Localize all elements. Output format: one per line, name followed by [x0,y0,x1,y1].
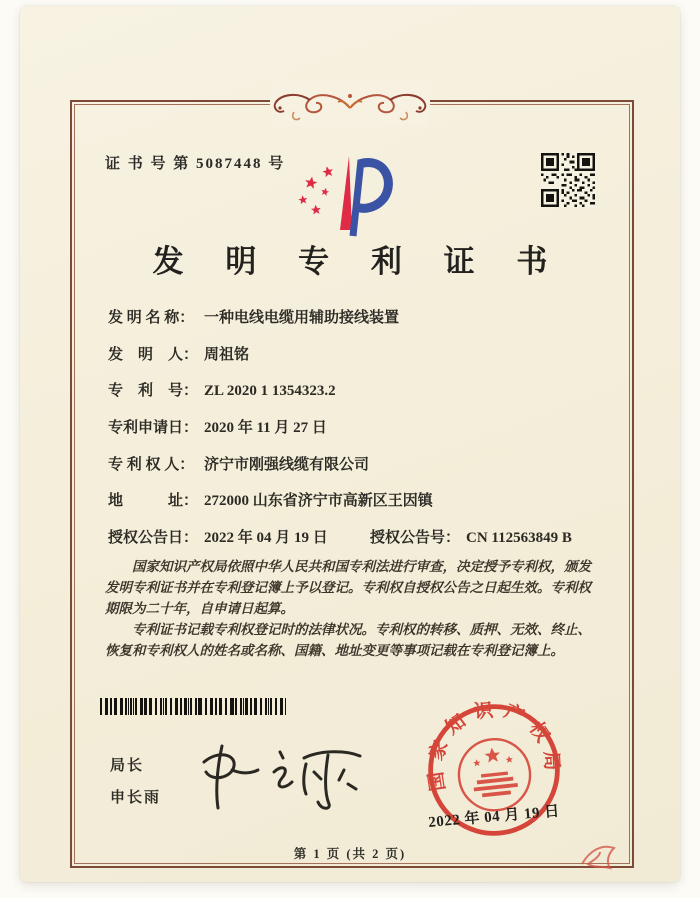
field-value: 济宁市刚强线缆有限公司 [204,457,370,473]
field-row-invention-name [108,306,399,327]
field-value: 一种电线电缆用辅助接线装置 [204,310,400,326]
field-row-address [108,489,433,510]
field-label: 地 址： [108,493,199,509]
field-pair-grant-number [370,526,572,547]
certificate-title: 发 明 专 利 证 书 [152,244,565,279]
field-row-patentee [108,453,369,474]
field-row-grant [108,526,572,547]
field-value: ZL 2020 1 1354323.2 [204,383,336,399]
field-label: 专利申请日： [108,420,199,436]
field-value: 272000 山东省济宁市高新区王因镇 [204,493,433,509]
field-row-inventor [108,343,249,364]
barcode [100,698,286,715]
field-value: 2020 年 11 月 27 日 [204,420,327,436]
field-row-patent-number [108,379,336,400]
certificate-paper [20,6,680,882]
page-number: 第 1 页 (共 2 页) [293,847,407,861]
field-value: 2022 年 04 月 19 日 [204,530,328,546]
top-flourish-ornament [270,78,430,126]
field-row-filing-date [108,416,327,437]
field-value: CN 112563849 B [466,530,572,546]
legal-text [105,556,601,661]
field-label: 授权公告号： [370,530,461,546]
svg-text:国家知识产权局 [418,692,565,793]
field-label: 专 利 号： [108,383,199,399]
director-block [110,754,161,818]
legal-paragraph-2: 专利证书记载专利权登记时的法律状况。专利权的转移、质押、无效、终止、恢复和专利权人的姓名或名称、国籍、地址变更等事项记载在专利登记簿上。 [105,622,591,658]
director-name: 申长雨 [110,790,162,806]
qr-code [541,153,595,207]
seal-date-stamp: 2022 年 04 月 19 日 [427,803,561,831]
field-value: 周祖铭 [204,347,250,363]
cnipa-logo [283,152,395,240]
field-label: 发 明 名 称： [108,310,195,326]
director-title: 局长 [110,758,145,774]
certificate-number: 证 书 号 第 5087448 号 [105,156,286,172]
legal-paragraph-1: 国家知识产权局依照中华人民共和国专利法进行审查，决定授予专利权，颁发发明专利证书并在专利登记簿上予以登记。专利权自授权公告之日起生效。专利权期限为二十年，自申请日起算。 [105,559,591,616]
field-label: 专 利 权 人： [108,457,195,473]
field-label: 发 明 人： [108,347,199,363]
field-label: 授权公告日： [108,530,199,546]
seal-text: 国家知识产权局 [424,699,563,793]
director-signature [188,740,373,822]
